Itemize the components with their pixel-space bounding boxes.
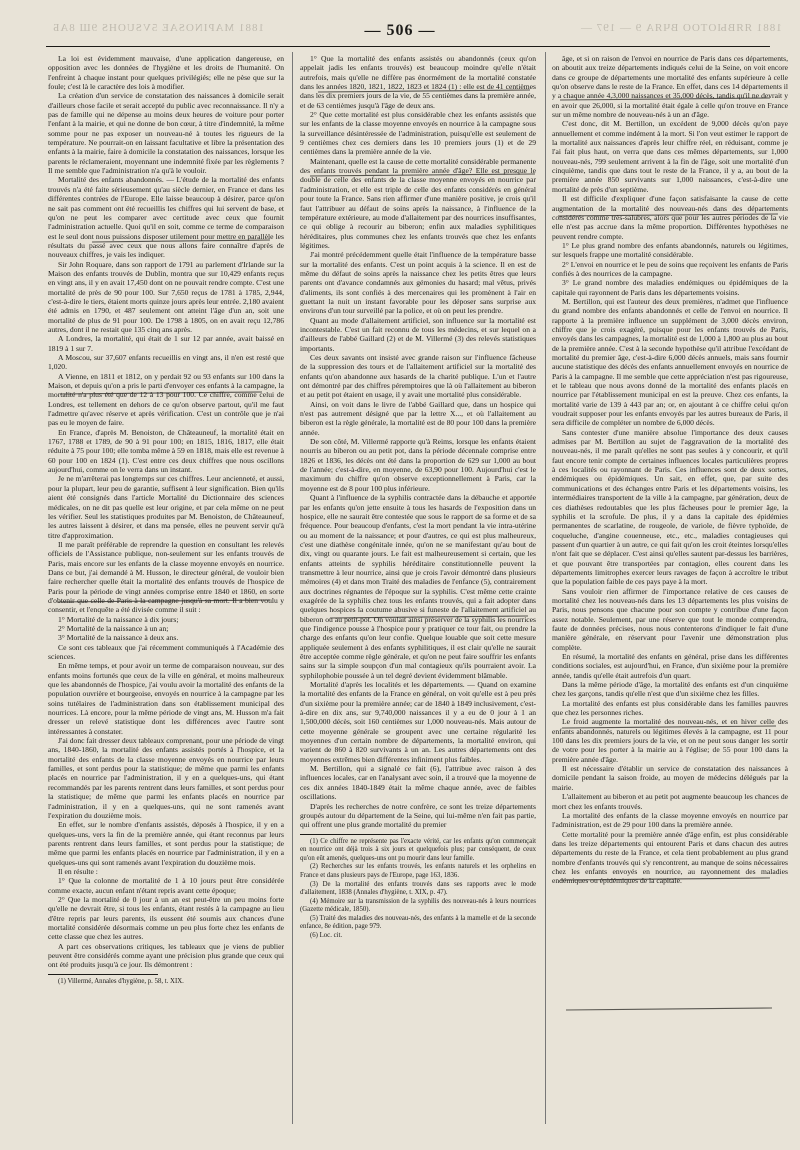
column-3-body (552, 54, 788, 886)
paragraph: Je ne m'arrêterai pas longtemps sur ces chiffres. Leur ancienneté, et aussi, pour la plupart, leur peu de garantie, suffisent à leur signification. Bien qu'ils aient été consignés dans l'article Mortalité du Dictionnaire des sciences médicales, on ne dit pas quelle est leur origine, et par cela même on ne peut les vérifier. Seul les statistiques produites par M. Benoiston, de Châteauneuf, les autres laissent à désirer, et dans ma pensée, elles ne peuvent servir qu'à titre d'approximation. (48, 474, 284, 540)
paragraph: Cette mortalité pour la première année d'âge enfin, est plus considérable dans les treize départements qui entourent Paris et dans chacun des autres départements du reste de la France, et cela tient probablement au plus grand nombre d'enfants trouvés qui s'y rencontrent, au manque de soins nécessaires chez les enfants envoyés en nourrice, au rayonnement des maladies endémiques ou épidémiques de la capitale. (552, 829, 788, 886)
paragraph: 2° Mortalité de la naissance à un an; (58, 623, 169, 633)
footnote: (1) Villermé, Annales d'hygiène, p. 58, t. XIX. (58, 977, 184, 985)
footnote: (2) Recherches sur les enfants trouvés, les enfants naturels et les orphelins en France et dans plusieurs pays de l'Europe, page 163, 1836. (300, 863, 536, 879)
paragraph: 1° Mortalité de la naissance à dix jours; (58, 614, 179, 624)
paragraph: C'est donc, dit M. Bertillon, un excédent de 9,000 décès qu'on paye annuellement et comme indément à la mort. Si l'on veut estimer le rapport de la mortalité aux naissances d'après leur chiffre réel, en réduisant, comme je l'ai fait plus haut, on verra que dans ces mêmes départements, sur 1,000 nouveau-nés, 799 seulement arrivent à la fin de l'âge, soit une mortalité d'un cinquième, tandis que dans tout le reste de la France, il y a, au bout de la première année 850 survivants sur 1,000 naissances, c'est-à-dire une mortalité de près d'un septième. (552, 119, 788, 194)
paragraph: 3° Le grand nombre des maladies endémiques ou épidémiques de la capitale qui rayonnent de Paris dans les départements voisins. (552, 278, 788, 297)
paragraph: 1° Le plus grand nombre des enfants abandonnés, naturels ou légitimes, sur lesquels frappe une mortalité considérable. (552, 240, 788, 260)
paragraph: Ce sont ces tableaux que j'ai récemment communiqués à l'Académie des sciences. (48, 642, 284, 661)
header-rule (46, 46, 770, 47)
paragraph: Quant au mode d'allaitement artificiel, son influence sur la mortalité est incontestable. C'est un fait reconnu de tous les médecins, et sur lequel on a d'ailleurs de l'abbé Gaillard (2) et de M. Villermé (3) des relevés statistiques importants. (300, 315, 536, 353)
footnote-rule (300, 834, 410, 835)
paragraph: Sans contester d'une manière absolue l'importance des deux causes admises par M. Bertillon au sujet de l'aggravation de la mortalité des nouveau-nés, il me paraît qu'elles ne sont pas seules à y concourir, et qu'il faut encore tenir compte de certaines influences locales particulières propres à ces localités ou rayonnant de Paris. Ces influences sont de deux sortes, endémiques ou épidémiques. Un sait, en effet, que, par suite des communications et des échanges entre Paris et les départements voisins, les intermédiaires transportent de la ville à la campagne, par génération, deux de ces diathèses redoutables que les plus fâcheuses pour le premier âge, la syphilis et la scrofule. De plus, il y a dans la capitale des épidémies permanentes de scarlatine, de rougeole, de variole, de fièvre typhoïde, de coqueluche, d'angine couenneuse, etc., etc., maladies contagieuses qui passent d'un quartier à un autre, ce qui fait qu'on les croit éteintes lorsqu'elles n'ont fait que se déplacer. C'est ainsi qu'elles sautent par-dessus les barrières, et que pouvant être transportées par contagion, elles courent dans les départements limitrophes exercer leurs ravages de façon à accroître le tribut que la population faible de ces pays paye à la mort. (552, 427, 788, 587)
paragraph: De son côté, M. Villermé rapporte qu'à Reims, lorsque les enfants étaient nourris au biberon ou au petit pot, dans la période décennale comprise entre 1826 et 1836, les décès ont été dans la proportion de 629 sur 1,000 au bout de l'année; c'est-à-dire, en moyenne, de 63,90 pour 100. Aujourd'hui c'est le maximum du chiffre qu'on observe exceptionnellement à Paris, car la moyenne est de 8 pour 100 plus inférieure. (300, 437, 536, 493)
footnote: (3) De la mortalité des enfants trouvés dans ses rapports avec le mode d'allaitement, 1838 (Annales d'hygiène, t. XIX, p. 47). (300, 880, 536, 897)
paragraph: La création d'un service de constatation des naissances à domicile serait d'ailleurs chose facile et serait accepté du public avec reconnaissance. Il n'y a pas de famille qui ne dépense au moins deux heures de voiture pour porter l'enfant à la mairie, et qui ne donne de bon cœur, à titre d'indemnité, la même somme pour ne pas exposer un nouveau-né à toutes les rigueurs de la température. Ne pourrait-on en laissant facultative et libre la présentation des enfants à la mairie, faire à domicile la constatation des naissances, lorsque les parents le réclameraient, moyennant une indemnité fixée par les règlements ? Il me semble que l'administration n'a qu'à le vouloir. (48, 91, 284, 176)
footnote-rule (48, 974, 158, 975)
paragraph: Il en résulte : (58, 866, 98, 876)
footnote: (6) Loc. cit. (310, 932, 343, 940)
paragraph: Il est difficile d'expliquer d'une façon satisfaisante la cause de cette augmentation de la mortalité des nouveau-nés dans des départements considérés comme très-salubres, alors que pour les autres périodes de la vie elle n'est pas accrue dans la même proportion. Différentes hypothèses ne peuvent rendre compte. (552, 194, 788, 241)
column-1-body (48, 54, 284, 970)
paragraph: 2° L'envoi en nourrice et le peu de soins que reçoivent les enfants de Paris confiés à des nourrices de la campagne. (552, 259, 788, 278)
page-header (0, 20, 800, 40)
ink-underline (566, 1008, 772, 1010)
paragraph: En effet, sur le nombre d'enfants assistés, déposés à l'hospice, il y en a quelques-uns, vers la fin de la première année, qui étant reconnus par leurs parents rentrent dans leurs familles, et sont perdus pour la statistique; de même que parmi les enfants placés en nourrice par l'administration, il y en a quelques-uns qui sont ramenés avant l'expiration du douzième mois. (48, 820, 284, 867)
paragraph: 2° Que la mortalité de 0 jour à un an est peut-être un peu moins forte qu'elle ne devrait être, si tous les enfants, étant restés à la campagne au lieu d'être repris par leurs parents, ils eussent été soumis aux chances d'une mortalité considérée désormais comme un peu plus forte chez les enfants de cette classe que chez les autres. (48, 894, 284, 942)
paragraph: Ces deux savants ont insisté avec grande raison sur l'influence fâcheuse de la suppression des tours et de l'allaitement artificiel sur la mortalité des enfants qu'on abandonne aux hasards de la charité publique. L'un et l'autre ont démontré par des chiffres péremptoires que là où l'allaitement au biberon et au petit pot étaient en usage, il y avait une mortalité plus considérable. (300, 353, 536, 400)
footnote: (5) Traité des maladies des nouveau-nés, des enfants à la mamelle et de la seconde enfance, 8e édition, page 979. (300, 914, 536, 931)
paragraph: 2° Que cette mortalité est plus considérable chez les enfants assistés que sur les enfants de la classe moyenne envoyés en nourrice à la campagne sous la surveillance désintéressée de l'administration, puisqu'elle est seulement de 9 centièmes chez ces derniers dans les 10 premiers jours (1) et de 29 centièmes dans la première année de la vie. (300, 110, 536, 157)
paragraph: Mortalité des enfants abandonnés. — L'étude de la mortalité des enfants trouvés n'a été faite sérieusement qu'au siècle dernier, en France et dans les différentes contrées de l'Europe. Elle laisse beaucoup à désirer, parce qu'on ne sait pas comment ont été recueillis les chiffres qui lui servent de base, et qu'on ne peut les comparer avec certitude avec ceux que fournit l'administration actuelle. Quoi qu'il en soit, comme ce terme de comparaison est le seul dont nous puissions disposer utilement pour mettre en parallèle les résultats du passé avec ceux que nous allons faire connaître d'après de nouveaux chiffres, je vais les indiquer. (48, 175, 284, 260)
text-column-2 (300, 54, 536, 941)
column-divider (545, 52, 546, 1124)
paragraph: Sans vouloir rien affirmer de l'importance relative de ces causes de mortalité chez les nouveau-nés dans les 13 départements les plus voisins de Paris, nous pensons que chacune pour son compte y contribue d'une façon assez notable. Seulement, par une réserve que tout le monde comprendra, faute de données précises, nous nous contenterons d'indiquer le fait d'une manière générale, en réservant pour l'avenir une démonstration plus complète. (552, 586, 788, 652)
paragraph: La loi est évidemment mauvaise, d'une application dangereuse, en opposition avec les données de l'hygiène et les droits de l'humanité. On l'enfreint à chaque instant pour quelques privilégiés; elle ne pèse que sur la foule; c'est là le caractère des lois à modifier. (48, 54, 284, 92)
bleed-through-text-right: 1881 ЯЯВЫОТОО ВЧЯА 9 — 197 — (580, 22, 782, 34)
paragraph: La mortalité des enfants de la classe moyenne envoyés en nourrice par l'administration, est de 29 pour 100 dans la première année. (552, 810, 788, 830)
paragraph: A Moscou, sur 37,607 enfants recueillis en vingt ans, il n'en est resté que 1,020. (48, 353, 284, 372)
page-number: — 506 — (364, 22, 436, 39)
paragraph: Mortalité d'après les localités et les départements. — Quand on examine la mortalité des enfants de la France en général, on voit qu'elle est à peu près d'un sixième pour la première année; car de 1840 à 1849 inclusivement, c'est-à-dire en dix ans, sur 9,740,000 naissances il y a eu de 0 jour à 1 an 1,500,000 décès, soit 160 centièmes sur 1,000 nouveau-nés. Mais autour de cette moyenne générale se groupent avec une certaine régularité les moyennes d'un certain nombre de départements, la mortalité environ, qui varient de 860 à 820 survivants à un an. Les autres départements ont des moyennes extrêmes bien différentes infiniment plus faibles. (300, 680, 536, 764)
paragraph: En France, d'après M. Benoiston, de Châteauneuf, la mortalité était en 1767, 1788 et 1789, de 90 à 91 pour 100; en 1815, 1816, 1817, elle était réduite à 75 pour 100; elle tomba même à 59 en 1818, mais elle est revenue à 60 pour 100 en 1824 (1). C'est entre ces deux chiffres que nous oscillons aujourd'hui, comme on le verra dans un instant. (48, 427, 284, 475)
paragraph: âge, et si on raison de l'envoi en nourrice de Paris dans ces départements, on aboutit aux treize départements indiqués celui de la Seine, on voit encore dans ce groupe de départements une mortalité des enfants supérieure à celle qu'on observe dans le reste de la France. En effet, dans ces 14 départements il y a chaque année 4,3,000 naissances et 35,000 décès, tandis qu'il ne devrait y en avoir que 26,000, si la mortalité était égale à celle qu'on trouve en France sur un même nombre de nouveau-nés à un an d'âge. (552, 54, 788, 120)
paragraph: La mortalité des enfants est plus considérable dans les familles pauvres que chez les personnes riches. (552, 698, 788, 718)
column-divider (292, 52, 293, 1124)
paragraph: 3° Mortalité de la naissance à deux ans. (58, 633, 179, 643)
paragraph: 1° Que la mortalité des enfants assistés ou abandonnés (ceux qu'on appelait jadis les enfants trouvés) est beaucoup moindre qu'elle n'était autrefois, mais qu'elle ne diffère pas énormément de la mortalité constatée dans les années 1820, 1821, 1822, 1823 et 1824 (1) : elle est de 41 centièmes dans les dix premiers jours de la vie, de 55 centièmes dans la première année, et de 63 centièmes jusqu'à l'âge de deux ans. (300, 54, 536, 110)
paragraph: M. Bertillon, qui a signalé ce fait (6), l'attribue avec raison à des influences locales, car en l'analysant avec soin, il a trouvé que la moyenne de ces dix années 1840-1849 était la même chaque année, avec de faibles oscillations. (300, 764, 536, 802)
paragraph: J'ai donc fait dresser deux tableaux comprenant, pour une période de vingt ans, 1840-1860, la mortalité des enfants assistés portés à l'hospice, et la mortalité des enfants de la classe moyenne envoyés en nourrice par leurs familles, et sont perdus pour la statistique; de même que parmi les enfants placés en nourrice par l'administration, il y en a quelques-uns, qui étant recommandés par les parents rentrent dans leurs familles, et sont perdus pour la statistique; de même que parmi les enfants placés en nourrice par l'administration, il y en a quelques-uns, qui ne sont ramenés avant l'expiration du douzième mois. (48, 736, 284, 820)
paragraph: Ainsi, on voit dans le livre de l'abbé Gaillard que, dans un hospice qui n'est pas autrement désigné que par la lettre X..., et où l'allaitement au biberon est la règle générale, la mortalité est de 80 pour 100 dans la première année. (300, 399, 536, 437)
column-2-body (300, 54, 536, 830)
paragraph: A Londres, la mortalité, qui était de 1 sur 12 par année, avait baissé en 1819 à 1 sur 7. (48, 334, 284, 353)
paragraph: A Vienne, en 1811 et 1812, on y perdait 92 ou 93 enfants sur 100 dans la Maison, et depuis qu'on a pris le parti d'envoyer ces enfants à la campagne, la mortalité n'a plus été que de 12 à 13 pour 100. Ce chiffre, comme celui de Londres, est tellement en dehors de ce qu'on observe partout, qu'il me faut l'admettre qu'avec réserve et après vérification. C'est un contrôle que je n'ai pas eu le moyen de faire. (48, 371, 284, 428)
text-column-3 (552, 54, 788, 886)
footnote: (4) Mémoire sur la transmission de la syphilis des nouveau-nés à leurs nourrices (Gazette médicale, 1850). (300, 897, 536, 914)
paragraph: En résumé, la mortalité des enfants en général, prise dans les différentes conditions sociales, est aujourd'hui, en France, d'un sixième pour la première année, tandis qu'elle était autrefois d'un quart. (552, 652, 788, 680)
footnote: (1) Ce chiffre ne représente pas l'exacte vérité, car les enfants qu'on commençait en nourrice ont déjà trois à six jours et quelquefois plus; par conséquent, de ceux qu'on eût amenés, quelques-uns ont pu mourir dans leur famille. (300, 837, 536, 862)
paragraph: Le froid augmente la mortalité des nouveau-nés, et en hiver celle des enfants abandonnés, naturels ou légitimes élevés à la campagne, est 11 pour 100 dans les dix premiers jours de la vie, et on ne peut sous danger les sortir de votre pour les porter à la mairie au à l'église; de 55 pour 100 dans la première année d'âge. (552, 717, 788, 764)
paragraph: Dans la même période d'âge, la mortalité des enfants est d'un cinquième chez les garçons, tandis qu'elle n'est que d'un sixième chez les filles. (552, 680, 788, 699)
paragraph: J'ai montré précédemment quelle était l'influence de la température basse sur la mortalité des enfants. C'est un point acquis à la science. Il en est de même du défaut de soins après la naissance chez les petits êtres que leurs parents ont d'avance condamnés aux gémonies du hasard; mal vêtus, privés d'aliments, ils sont confiés à des mercenaires qui les promènent à l'air en guettant la nuit un instant favorable pour les déposer sans surprise aux environs d'un tour surveillé par la police, et où on peut les prendre. (300, 250, 536, 316)
paragraph: A part ces observations critiques, les tableaux que je viens de publier peuvent être considérés comme ayant une précision plus grande que ceux qui ont été produits jusqu'à ce jour. Ils démontrent : (48, 941, 284, 970)
text-column-1 (48, 54, 284, 986)
bleed-through-text-left: 1881 MAPINOSAE 5VSUOHS 9Ш 8АБ (52, 22, 265, 34)
paragraph: Quant à l'influence de la syphilis contractée dans la débauche et apportée par les enfants qu'on jette ensuite à tous les hasards de l'exposition dans un hospice, elle ne saurait être contestée que sous le rapport de sa forme et de sa fréquence. Pour beaucoup d'enfants, c'est la mort pendant la vie intra-utérine ou au moment de la naissance; et pour d'autres, ce qui est plus malheureux, c'est une diathèse congénitale innée, qu'on ne se manifestant qu'au bout de dix, vingt ou quarante jours. Le fait est malheureusement si certain, que les enfants atteints de syphilis héréditaire constitutionnelle peuvent la transmettre à leur nourrice, ainsi que je crois l'avoir démontré dans plusieurs mémoires (4) et dans mon Traité des maladies de l'enfance (5), contrairement aux doctrines régnantes de l'époque sur la syphilis. C'est même cette crainte exagérée de la syphilis chez tous les enfants trouvés, qui a fait adopter dans quelques hospices la coutume abusive si funeste de l'allaitement artificiel au biberon ou au petit-pot. On voulait ainsi préserver de la syphilis les nourrices que l'indigence pousse à l'hospice pour y pratiquer ce tour fait, ou prendre la charge des enfants qu'on leur confie. Quelque louable que soit cette mesure appliquée seulement à des enfants syphilitiques, il est clair qu'elle ne saurait être acceptée comme règle générale, et qu'on ne peut faire souffrir les enfants sains sur la simple soupçon d'un mal contagieux qu'ils pourraient avoir. La syphilophobie poussée à un tel degré devient évidemment blâmable. (300, 493, 536, 680)
paragraph: En même temps, et pour avoir un terme de comparaison nouveau, sur des enfants moins fortunés que ceux de la ville en général, et moins malheureux que les abandonnés de l'hospice, j'ai voulu avoir la mortalité des enfants de la population ouvrière et bourgeoise, envoyés en nourrice à la campagne par les soins tutélaires de l'administration dans son établissement municipal des nourrices. Là encore, pour la même période de vingt ans, M. Husson m'a fait dresser un relevé statistique dont les différences avec l'autre sont intéressantes à constater. (48, 661, 284, 736)
paragraph: Sir John Roquare, dans son rapport de 1791 au parlement d'Irlande sur la Maison des enfants trouvés de Dublin, montra que sur 10,429 enfants reçus en vingt ans, il y en avait 17,450 dont on ne pouvait rendre compte. C'est une mortalité de près de 90 pour 100. Sur 7,650 reçus de 1781 à 1785, 2,944, c'est-à-dire le tiers, étaient morts quinze jours après leur entrée. 2,180 avaient été admis en 1790, et 487 seulement ont atteint l'âge d'un an, soit une mortalité de plus de 91 pour 100. De 1798 à 1805, on en avait reçu 12,786 autres, dont il ne restait que 135 cinq ans après. (48, 259, 284, 334)
paragraph: Il est nécessaire d'établir un service de constatation des naissances à domicile pendant la saison froide, au moyen de médecins délégués par la mairie. (552, 764, 788, 792)
paragraph: 1° Que la colonne de mortalité de 1 à 10 jours peut être considérée comme exacte, aucun enfant n'étant repris avant cette époque; (48, 876, 284, 895)
paragraph: D'après les recherches de notre confrère, ce sont les treize départements groupés autour du département de la Seine, qui lui-même n'en fait pas partie, qui offrent une plus grande mortalité du premier (300, 801, 536, 830)
paragraph: M. Bertillon, qui est l'auteur des deux premières, n'admet que l'influence du grand nombre des enfants abandonnés et celle de l'envoi en nourrice. Il rapporte à la première influence un supplément de 3,000 décès environ, chiffre que je crois exagéré, puisque pour les enfants trouvés de Paris, envoyés dans les campagnes, la mortalité est de 1,000 à 1,800 au plus au bout de la première année. C'est à la seconde hypothèse qu'il attribue l'excédant de mortalité du premier âge, c'est-à-dire 6,000 décès annuels, mais sans fournir aucune statistique des décès des enfants annuellement envoyés en nourrice de Paris à la campagne. Il me semble que cette appréciation n'est pas rigoureuse, et le tableau que nous avons donné de la mortalité des enfants placés en nourrice par l'établissement municipal en est la preuve. Chez ces enfants, la mortalité varie de 139 à 443 par an; or, en ajoutant à ce chiffre celui qu'on voudrait supposer pour les enfants envoyés par les autres bureaux de Paris, il sera difficile de compléter un nombre de 6,000 décès. (552, 296, 788, 428)
paragraph: Il me paraît préférable de reprendre la question en consultant les relevés officiels de l'Assistance publique, non-seulement sur les enfants trouvés de Paris, mais encore sur les enfants de la classe moyenne envoyés en nourrice. Dans ce but, j'ai demandé à M. Husson, le directeur général, de vouloir bien faire rechercher quelle était la mortalité des enfants trouvés de l'hospice de Paris pour la période de vingt années comprise entre 1840 et 1860, en sorte d'obtenir que celle de Paris à la campagne jusqu'à sa mort. Il a bien voulu y consentir, et l'enquête a été divisée comme il suit : (48, 539, 284, 615)
paragraph: L'allaitement au biberon et au petit pot augmente beaucoup les chances de mort chez les enfants trouvés. (552, 792, 788, 811)
column-2-footnotes (300, 838, 536, 941)
paragraph: Maintenant, quelle est la cause de cette mortalité considérable permanente des enfants trouvés pendant la première année d'âge? Elle est presque le double de celle des enfants de la classe moyenne envoyés en nourrice par l'administration, et elle est triple de celle des enfants considérés en général pour toute la France. Sans rien affirmer d'une manière positive, je crois qu'il faut l'attribuer au défaut de soins après la naissance, à l'influence de la température extérieure, au mode d'allaitement par des nourrices insuffisantes, ce qui oblige à recourir au biberon; enfin aux maladies syphilitiques héréditaires, plus communes chez les enfants trouvés que chez les enfants légitimes. (300, 156, 536, 250)
